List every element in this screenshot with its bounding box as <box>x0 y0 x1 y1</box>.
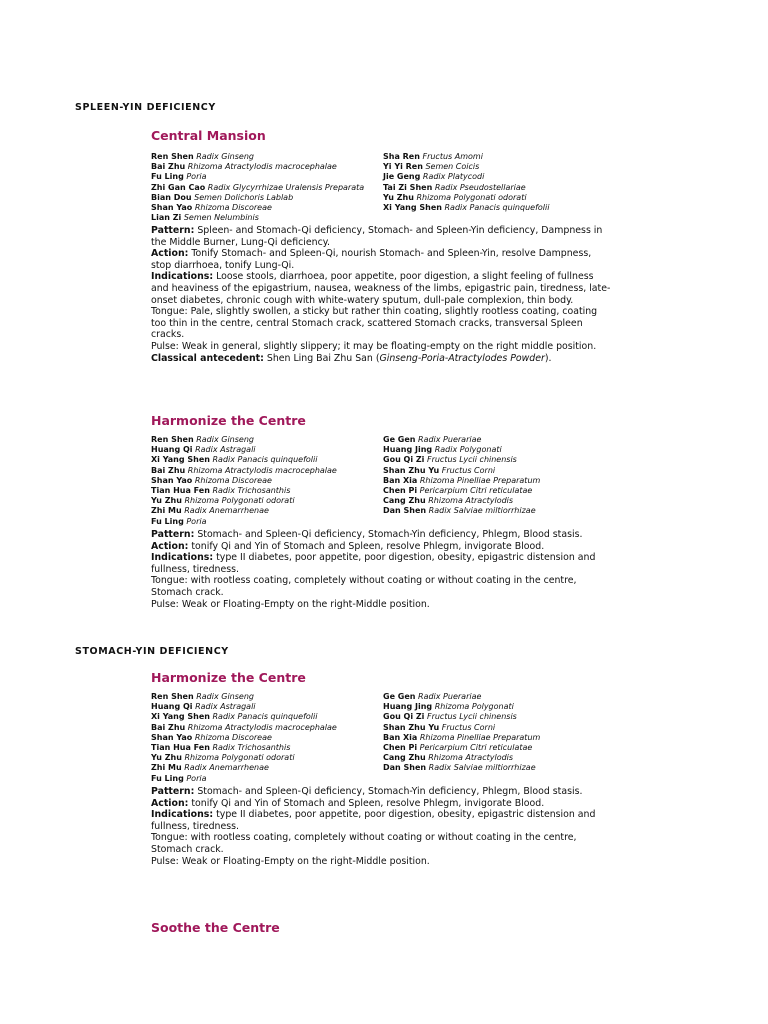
tongue-line: Tongue: Pale, slightly swollen, a sticky but rather thin coating, slightly rootless coating, coating too thin in the centre, central Stomach crack, scattered Stomach cracks, transversal Spleen cracks. <box>151 306 598 341</box>
herb-item: Xi Yang Shen Radix Panacis quinquefolii <box>151 455 318 465</box>
herb-item: Dan Shen Radix Salviae miltiorrhizae <box>383 763 536 773</box>
formula-harmonize-the-centre <box>151 670 611 867</box>
pulse-line: Pulse: Weak in general, slightly slippery; it may be floating-empty on the right middle position. <box>151 340 597 352</box>
herb-item: Yu Zhu Rhizoma Polygonati odorati <box>151 496 295 506</box>
herb-item: Gou Qi Zi Fructus Lycii chinensis <box>383 712 517 722</box>
herb-item: Shan Zhu Yu Fructus Corni <box>383 465 496 475</box>
herb-item: Yu Zhu Rhizoma Polygonati odorati <box>151 753 295 763</box>
herb-item: Sha Ren Fructus Amomi <box>383 152 483 161</box>
herb-item: Tai Zi Shen Radix Pseudostellariae <box>383 182 526 192</box>
herb-item: Zhi Mu Radix Anemarrhenae <box>151 763 269 773</box>
herb-item: Shan Yao Rhizoma Discoreae <box>151 203 272 213</box>
action-line: Action: Tonify Stomach- and Spleen-Qi, nourish Stomach- and Spleen-Yin, resolve Dampness, stop diarrhoea, tonify Lung-Qi. <box>151 248 592 271</box>
herb-item: Ban Xia Rhizoma Pinelliae Preparatum <box>383 732 541 742</box>
pattern-line: Pattern: Stomach- and Spleen-Qi deficiency, Stomach-Yin deficiency, Phlegm, Blood stasis. <box>151 786 583 797</box>
herb-item: Huang Qi Radix Astragali <box>151 702 256 712</box>
tongue-line: Tongue: with rootless coating, completely without coating or without coating in the centre, Stomach crack. <box>151 832 577 855</box>
herb-item: Gou Qi Zi Fructus Lycii chinensis <box>383 455 517 465</box>
herb-item: Shan Yao Rhizoma Discoreae <box>151 475 272 485</box>
herb-item: Chen Pi Pericarpium Citri reticulatae <box>383 486 533 496</box>
formula-description <box>151 225 611 364</box>
herb-item: Jie Geng Radix Platycodi <box>383 172 485 182</box>
pulse-line: Pulse: Weak or Floating-Empty on the right-Middle position. <box>151 598 430 610</box>
herb-item: Xi Yang Shen Radix Panacis quinquefolii <box>383 203 550 213</box>
herb-item: Zhi Mu Radix Anemarrhenae <box>151 506 269 516</box>
herb-item: Shan Zhu Yu Fructus Corni <box>383 722 496 732</box>
herb-item: Chen Pi Pericarpium Citri reticulatae <box>383 743 533 753</box>
action-line: Action: tonify Qi and Yin of Stomach and Spleen, resolve Phlegm, invigorate Blood. <box>151 797 545 809</box>
herb-item: Tian Hua Fen Radix Trichosanthis <box>151 486 291 496</box>
herb-item: Bai Zhu Rhizoma Atractylodis macrocephalae <box>151 722 337 732</box>
indications-line: Indications: type II diabetes, poor appetite, poor digestion, obesity, epigastric distension and fullness, tiredness. <box>151 809 596 832</box>
formula-title: Harmonize the Centre <box>151 413 306 428</box>
herb-item: Dan Shen Radix Salviae miltiorrhizae <box>383 506 536 516</box>
herb-item: Huang Qi Radix Astragali <box>151 445 256 455</box>
formula-title: Central Mansion <box>151 128 266 143</box>
herb-item: Bai Zhu Rhizoma Atractylodis macrocephalae <box>151 162 337 172</box>
herb-item: Yu Zhu Rhizoma Polygonati odorati <box>383 192 527 202</box>
herb-item: Bai Zhu Rhizoma Atractylodis macrocephalae <box>151 465 337 475</box>
formula-title: Soothe the Centre <box>151 920 280 935</box>
indications-line: Indications: Loose stools, diarrhoea, poor appetite, poor digestion, a slight feeling of fullness and heaviness of the epigastrium, nausea, weakness of the limbs, epigastric pain, tiredness, late-onset diabetes, chronic cough with white-watery sputum, dull-pale complexion, thin body. <box>151 271 611 306</box>
herb-column-right <box>383 692 540 774</box>
herb-item: Ban Xia Rhizoma Pinelliae Preparatum <box>383 475 541 485</box>
herb-item: Yi Yi Ren Semen Coicis <box>383 162 480 172</box>
herb-item: Zhi Gan Cao Radix Glycyrrhizae Uralensis Preparata <box>151 182 365 192</box>
herb-item: Tian Hua Fen Radix Trichosanthis <box>151 743 291 753</box>
herb-item: Ren Shen Radix Ginseng <box>151 152 254 161</box>
herb-item: Ren Shen Radix Ginseng <box>151 435 254 444</box>
herb-item: Xi Yang Shen Radix Panacis quinquefolii <box>151 712 318 722</box>
herb-column-right <box>383 435 540 517</box>
herb-item: Bian Dou Semen Dolichoris Lablab <box>151 192 294 202</box>
formula-title: Harmonize the Centre <box>151 670 306 685</box>
herb-column-left <box>151 152 364 223</box>
herb-column-left <box>151 435 337 527</box>
herb-item: Fu Ling Poria <box>151 172 207 182</box>
herb-item: Ren Shen Radix Ginseng <box>151 692 254 701</box>
herb-item: Cang Zhu Rhizoma Atractylodis <box>383 753 514 763</box>
herb-column-right <box>383 152 549 213</box>
formula-description <box>151 529 611 610</box>
indications-line: Indications: type II diabetes, poor appetite, poor digestion, obesity, epigastric distension and fullness, tiredness. <box>151 552 596 575</box>
herb-item: Fu Ling Poria <box>151 516 207 526</box>
herb-item: Fu Ling Poria <box>151 773 207 783</box>
herb-item: Shan Yao Rhizoma Discoreae <box>151 732 272 742</box>
herb-item: Lian Zi Semen Nelumbinis <box>151 213 259 223</box>
action-line: Action: tonify Qi and Yin of Stomach and Spleen, resolve Phlegm, invigorate Blood. <box>151 540 545 552</box>
herb-item: Cang Zhu Rhizoma Atractylodis <box>383 496 514 506</box>
herb-column-left <box>151 692 337 784</box>
section-heading: STOMACH-YIN DEFICIENCY <box>75 646 229 657</box>
herb-item: Ge Gen Radix Puerariae <box>383 435 482 444</box>
section-heading: SPLEEN-YIN DEFICIENCY <box>75 102 216 113</box>
pattern-line: Pattern: Spleen- and Stomach-Qi deficiency, Stomach- and Spleen-Yin deficiency, Dampness in the Middle Burner, Lung-Qi deficiency. <box>151 225 603 248</box>
formula-central-mansion <box>151 128 611 364</box>
pulse-line: Pulse: Weak or Floating-Empty on the right-Middle position. <box>151 855 430 867</box>
classical-antecedent-line: Classical antecedent: Shen Ling Bai Zhu San (Ginseng-Poria-Atractylodes Powder). <box>151 352 552 364</box>
herb-item: Huang Jing Rhizoma Polygonati <box>383 702 514 712</box>
formula-soothe-the-centre <box>151 920 611 938</box>
tongue-line: Tongue: with rootless coating, completely without coating or without coating in the centre, Stomach crack. <box>151 575 577 598</box>
formula-harmonize-the-centre <box>151 413 611 610</box>
pattern-line: Pattern: Stomach- and Spleen-Qi deficiency, Stomach-Yin deficiency, Phlegm, Blood stasis. <box>151 529 583 540</box>
formula-description <box>151 786 611 867</box>
herb-item: Huang Jing Radix Polygonati <box>383 445 502 455</box>
herb-item: Ge Gen Radix Puerariae <box>383 692 482 701</box>
